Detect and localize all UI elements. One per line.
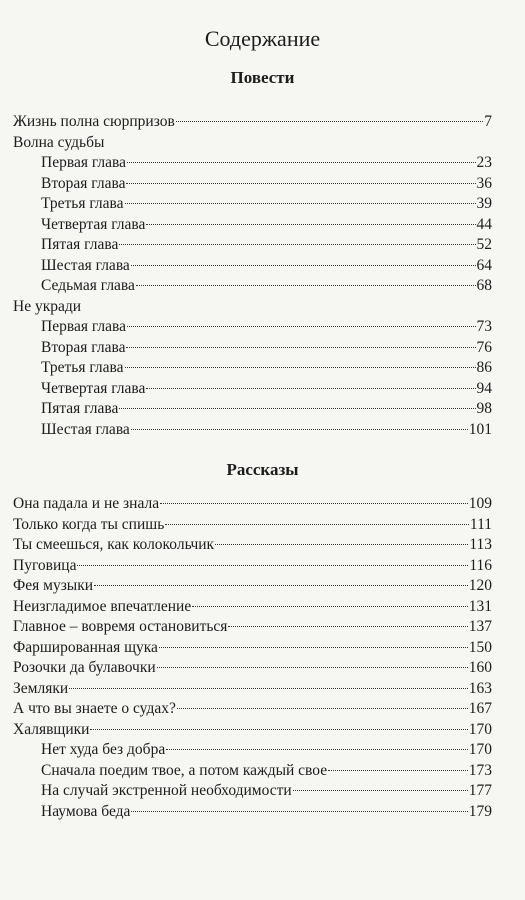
dot-leader [127, 162, 475, 163]
toc-entry-page-number: 109 [468, 495, 492, 512]
toc-entry [13, 338, 492, 359]
toc-entry-page-number: 163 [468, 679, 492, 697]
dot-leader [176, 121, 483, 122]
toc-entry-page-number: 73 [476, 318, 492, 335]
toc-entry [13, 399, 492, 420]
page-title: Содержание [204, 26, 321, 51]
toc-entry-title: Четвертая глава [41, 379, 146, 397]
toc-entry [13, 781, 492, 802]
toc-entry-page-number: 167 [468, 700, 492, 717]
toc-entry [13, 276, 492, 297]
toc-entry [13, 358, 492, 379]
toc-entry-title: Халявщики [13, 720, 90, 738]
toc-entry [13, 379, 492, 400]
dot-leader [159, 647, 468, 648]
dot-leader [160, 503, 468, 504]
dot-leader [131, 265, 476, 266]
toc-entry [13, 420, 492, 441]
toc-entry-title: Розочки да булавочки [13, 659, 156, 676]
toc-entry-page-number: 68 [476, 277, 492, 294]
dot-leader [166, 749, 468, 750]
dot-leader [165, 524, 469, 525]
dot-leader [131, 429, 468, 430]
toc-entry-title: Пуговица [13, 556, 77, 574]
toc-entry-page-number: 120 [468, 577, 492, 594]
toc-list-povesti [13, 112, 492, 440]
toc-entry-title: Шестая глава [41, 420, 130, 438]
toc-entry-title: Вторая глава [41, 338, 126, 356]
toc-entry-title: Жизнь полна сюрпризов [13, 113, 175, 130]
toc-entry-title: Неизгладимое впечатление [13, 597, 192, 615]
dot-leader [293, 790, 468, 791]
dot-leader [157, 667, 468, 668]
toc-entry-title: Четвертая глава [41, 215, 146, 233]
toc-entry [13, 576, 492, 597]
dot-leader [146, 224, 475, 225]
dot-leader [177, 708, 468, 709]
toc-entry [13, 556, 492, 577]
toc-entry [13, 802, 492, 823]
toc-entry-title: Вторая глава [41, 174, 126, 192]
toc-entry-title: Главное – вовремя остановиться [13, 618, 228, 635]
dot-leader [119, 408, 475, 409]
toc-entry-page-number: 64 [476, 256, 492, 274]
toc-entry [13, 112, 492, 133]
toc-entry-title: Ты смеешься, как колокольчик [13, 536, 215, 553]
toc-entry-page-number: 137 [468, 618, 492, 635]
toc-entry-page-number: 170 [468, 741, 492, 758]
toc-entry-page-number: 86 [476, 359, 492, 376]
toc-entry [13, 679, 492, 700]
dot-leader [119, 244, 475, 245]
toc-entry-title: Пятая глава [41, 400, 119, 417]
toc-entry-page-number: 44 [476, 215, 492, 233]
toc-entry-title: Нет худа без добра [41, 741, 166, 758]
dot-leader [228, 626, 467, 627]
toc-entry-title: Наумова беда [41, 802, 131, 820]
dot-leader [127, 326, 475, 327]
toc-entry [13, 597, 492, 618]
toc-entry-title: Шестая глава [41, 256, 130, 274]
toc-entry [13, 617, 492, 638]
toc-entry [13, 297, 492, 318]
dot-leader [146, 388, 475, 389]
toc-entry-page-number: 36 [476, 174, 492, 192]
toc-entry-title: А что вы знаете о судах? [13, 700, 176, 717]
toc-entry [13, 235, 492, 256]
toc-entry-title: Волна судьбы [13, 133, 105, 151]
dot-leader [136, 285, 476, 286]
toc-entry-page-number: 116 [469, 556, 492, 574]
toc-entry-title: Земляки [13, 679, 69, 697]
dot-leader [126, 347, 475, 348]
toc-entry-title: Седьмая глава [41, 277, 135, 294]
toc-entry-page-number: 7 [484, 113, 492, 130]
toc-entry-title: Фаршированная щука [13, 638, 158, 656]
dot-leader [126, 183, 475, 184]
toc-entry-title: Третья глава [41, 359, 124, 376]
dot-leader [192, 606, 468, 607]
toc-entry-page-number: 111 [469, 515, 492, 533]
toc-entry-page-number: 98 [476, 400, 492, 417]
section-heading-rasskazy: Рассказы [226, 460, 299, 479]
toc-entry [13, 215, 492, 236]
dot-leader [90, 729, 467, 730]
toc-entry [13, 174, 492, 195]
toc-entry [13, 720, 492, 741]
dot-leader [69, 688, 468, 689]
dot-leader [131, 811, 467, 812]
dot-leader [215, 544, 468, 545]
toc-entry-page-number: 76 [476, 338, 492, 356]
toc-entry-page-number: 160 [468, 659, 492, 676]
toc-entry-page-number: 131 [468, 597, 492, 615]
toc-entry-title: Первая глава [41, 154, 127, 171]
toc-entry [13, 515, 492, 536]
toc-entry [13, 494, 492, 515]
toc-entry-title: Она падала и не знала [13, 495, 160, 512]
toc-entry-page-number: 173 [468, 761, 492, 779]
dot-leader [328, 770, 468, 771]
toc-entry [13, 761, 492, 782]
toc-entry-page-number: 179 [468, 802, 492, 820]
toc-entry [13, 740, 492, 761]
dot-leader [125, 367, 476, 368]
dot-leader [77, 565, 468, 566]
dot-leader [94, 585, 468, 586]
toc-entry-page-number: 113 [469, 536, 492, 553]
toc-entry-title: Третья глава [41, 195, 124, 212]
toc-entry [13, 317, 492, 338]
toc-entry-title: Только когда ты спишь [13, 515, 165, 533]
toc-entry [13, 658, 492, 679]
toc-entry [13, 535, 492, 556]
toc-entry-page-number: 23 [476, 154, 492, 171]
toc-entry-title: Сначала поедим твое, а потом каждый свое [41, 761, 328, 779]
dot-leader [125, 203, 476, 204]
toc-entry-page-number: 52 [476, 236, 492, 253]
toc-entry-page-number: 177 [468, 782, 492, 799]
toc-entry [13, 133, 492, 154]
toc-entry [13, 194, 492, 215]
toc-entry-page-number: 101 [468, 420, 492, 438]
toc-entry-title: Фея музыки [13, 577, 94, 594]
section-heading-povesti: Повести [230, 68, 295, 87]
toc-entry-page-number: 39 [476, 195, 492, 212]
toc-entry-title: Первая глава [41, 318, 127, 335]
toc-entry [13, 153, 492, 174]
toc-entry-title: Пятая глава [41, 236, 119, 253]
toc-entry-title: Не укради [13, 297, 82, 315]
toc-entry [13, 699, 492, 720]
toc-entry-title: На случай экстренной необходимости [41, 782, 292, 799]
toc-entry [13, 256, 492, 277]
toc-list-rasskazy [13, 494, 492, 822]
toc-entry [13, 638, 492, 659]
toc-entry-page-number: 170 [468, 720, 492, 738]
toc-entry-page-number: 150 [468, 638, 492, 656]
toc-entry-page-number: 94 [476, 379, 492, 397]
